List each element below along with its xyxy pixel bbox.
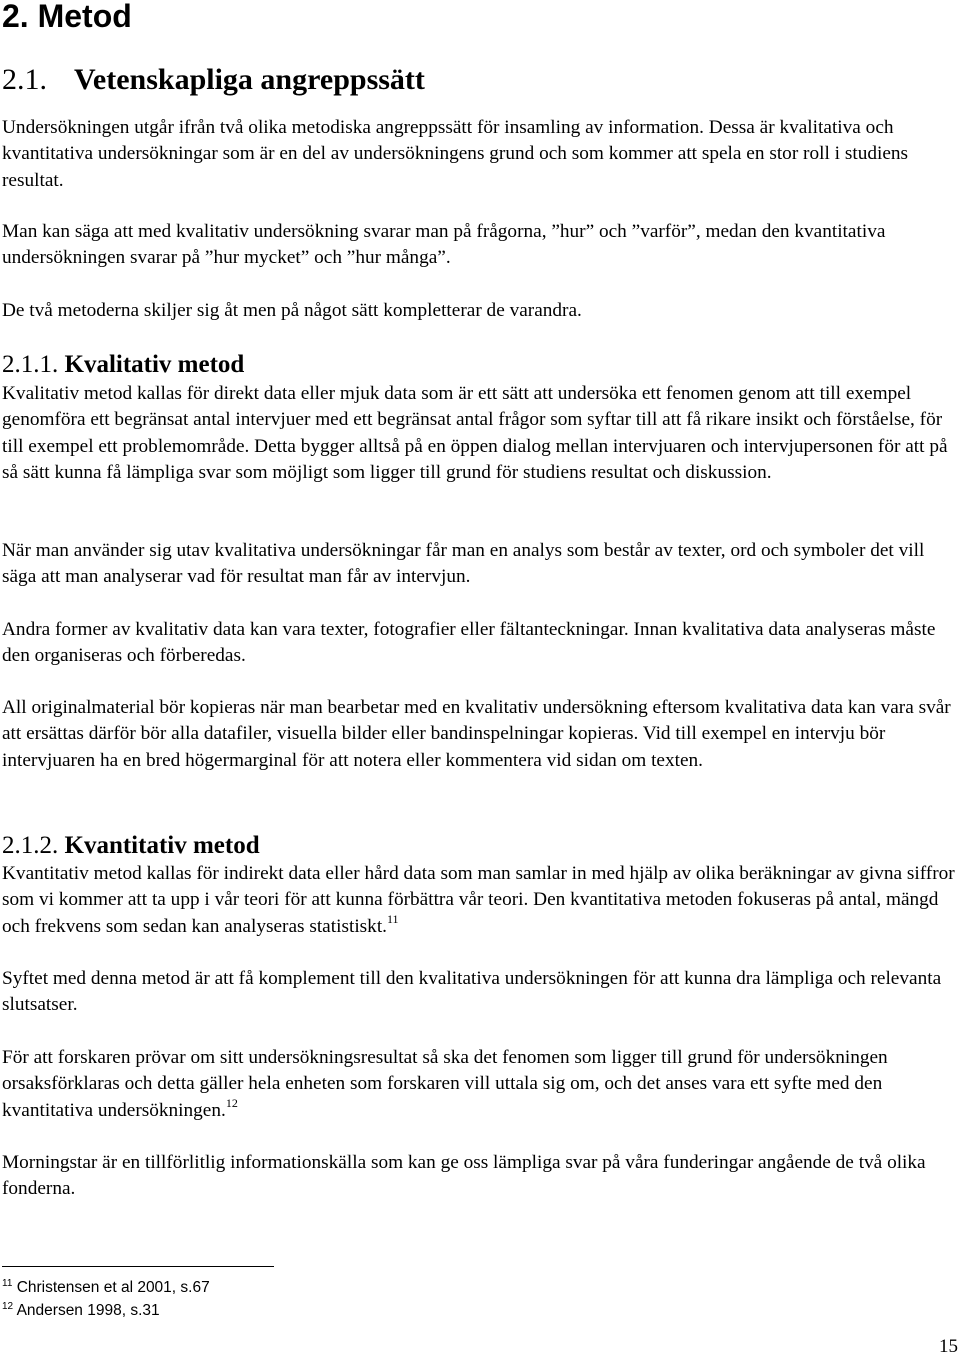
chapter-heading: 2. Metod bbox=[2, 0, 132, 34]
kvantitativ-paragraph-4: Morningstar är en tillförlitlig informationskälla som kan ge oss lämpliga svar på våra funderingar angående de två olika fonderna. bbox=[2, 1152, 926, 1200]
paragraph-text: För att forskaren prövar om sitt undersökningsresultat så ska det fenomen som ligger till grund för undersökningen orsaksförklaras och detta gäller hela enheten som forskaren vill uttala sig om, och det anses vara ett syfte med den kvantitativa undersökningen. bbox=[2, 1047, 888, 1121]
kvalitativ-paragraph-2: När man använder sig utav kvalitativa undersökningar får man en analys som består av texter, ord och symboler det vill säga att man analyserar vad för resultat man får av intervjun. bbox=[2, 540, 925, 588]
section-number: 2.1. bbox=[2, 63, 47, 96]
footnote-text: Christensen et al 2001, s.67 bbox=[16, 1279, 210, 1296]
kvantitativ-paragraph-3 bbox=[2, 1045, 957, 1124]
footnote-ref[interactable]: 12 bbox=[225, 1095, 238, 1110]
footnote-ref[interactable]: 11 bbox=[387, 911, 399, 926]
subsection-heading-kvalitativ bbox=[2, 350, 244, 380]
paragraph-text: Kvantitativ metod kallas för indirekt data eller hård data som man samlar in med hjälp av olika beräkningar av givna siffror som vi kommer att ta upp i vår teori för att kunna förbättra vår teori. Den kvantitativa metoden fokuseras på antal, mängd och frekvens som sedan kan analyseras statistiskt. bbox=[2, 863, 955, 937]
subsection-title: Kvalitativ metod bbox=[64, 351, 245, 378]
kvalitativ-paragraph-4: All originalmaterial bör kopieras när man bearbetar med en kvalitativ undersökning eftersom kvalitativa data kan vara svår att ersättas därför bör alla datafiler, visuella bilder eller bandinspelningar kopieras. Vid till exempel en intervju bör intervjuaren ha en bred högermarginal för att notera eller kommentera vid sidan om texten. bbox=[2, 697, 951, 771]
intro-paragraph-3: De två metoderna skiljer sig åt men på något sätt kompletterar de varandra. bbox=[2, 300, 582, 321]
subsection-heading-kvantitativ bbox=[2, 831, 260, 861]
section-title: Vetenskapliga angreppssätt bbox=[74, 63, 425, 96]
footnote-number: 11 bbox=[2, 1278, 13, 1289]
page-number: 15 bbox=[939, 1336, 958, 1357]
subsection-number: 2.1.1. bbox=[2, 351, 59, 378]
footnote-separator bbox=[2, 1266, 274, 1267]
kvalitativ-paragraph-1: Kvalitativ metod kallas för direkt data eller mjuk data som är ett sätt att undersöka ett fenomen genom att till exempel genomföra ett begränsat antal intervjuer med ett begränsat antal frågor som syftar till att få rikare insikt och förståelse, för till exempel ett problemområde. Detta bygger alltså på en öppen dialog mellan intervjuaren och intervjupersonen för att på så sätt kunna få lämpliga svar som möjligt som ligger till grund för studiens resultat och diskussion. bbox=[2, 383, 948, 483]
intro-paragraph-2: Man kan säga att med kvalitativ undersökning svarar man på frågorna, ”hur” och ”varför”, medan den kvantitativa undersökningen svarar på ”hur mycket” och ”hur många”. bbox=[2, 221, 886, 269]
footnote bbox=[2, 1301, 160, 1321]
footnote-number: 12 bbox=[2, 1301, 14, 1312]
footnote-text: Andersen 1998, s.31 bbox=[16, 1302, 160, 1319]
kvalitativ-paragraph-3: Andra former av kvalitativ data kan vara texter, fotografier eller fältanteckningar. Innan kvalitativa data analyseras måste den organiseras och förberedas. bbox=[2, 619, 936, 667]
intro-paragraph-1: Undersökningen utgår ifrån två olika metodiska angreppssätt för insamling av information. Dessa är kvalitativa och kvantitativa undersökningar som är en del av undersökningens grund och som kommer att spela en stor roll i studiens resultat. bbox=[2, 117, 909, 191]
subsection-number: 2.1.2. bbox=[2, 832, 59, 859]
kvantitativ-paragraph-1 bbox=[2, 861, 957, 940]
footnote bbox=[2, 1278, 210, 1298]
section-heading bbox=[2, 60, 425, 100]
kvantitativ-paragraph-2: Syftet med denna metod är att få komplement till den kvalitativa undersökningen för att kunna dra lämpliga och relevanta slutsatser. bbox=[2, 968, 942, 1016]
subsection-title: Kvantitativ metod bbox=[64, 832, 260, 859]
